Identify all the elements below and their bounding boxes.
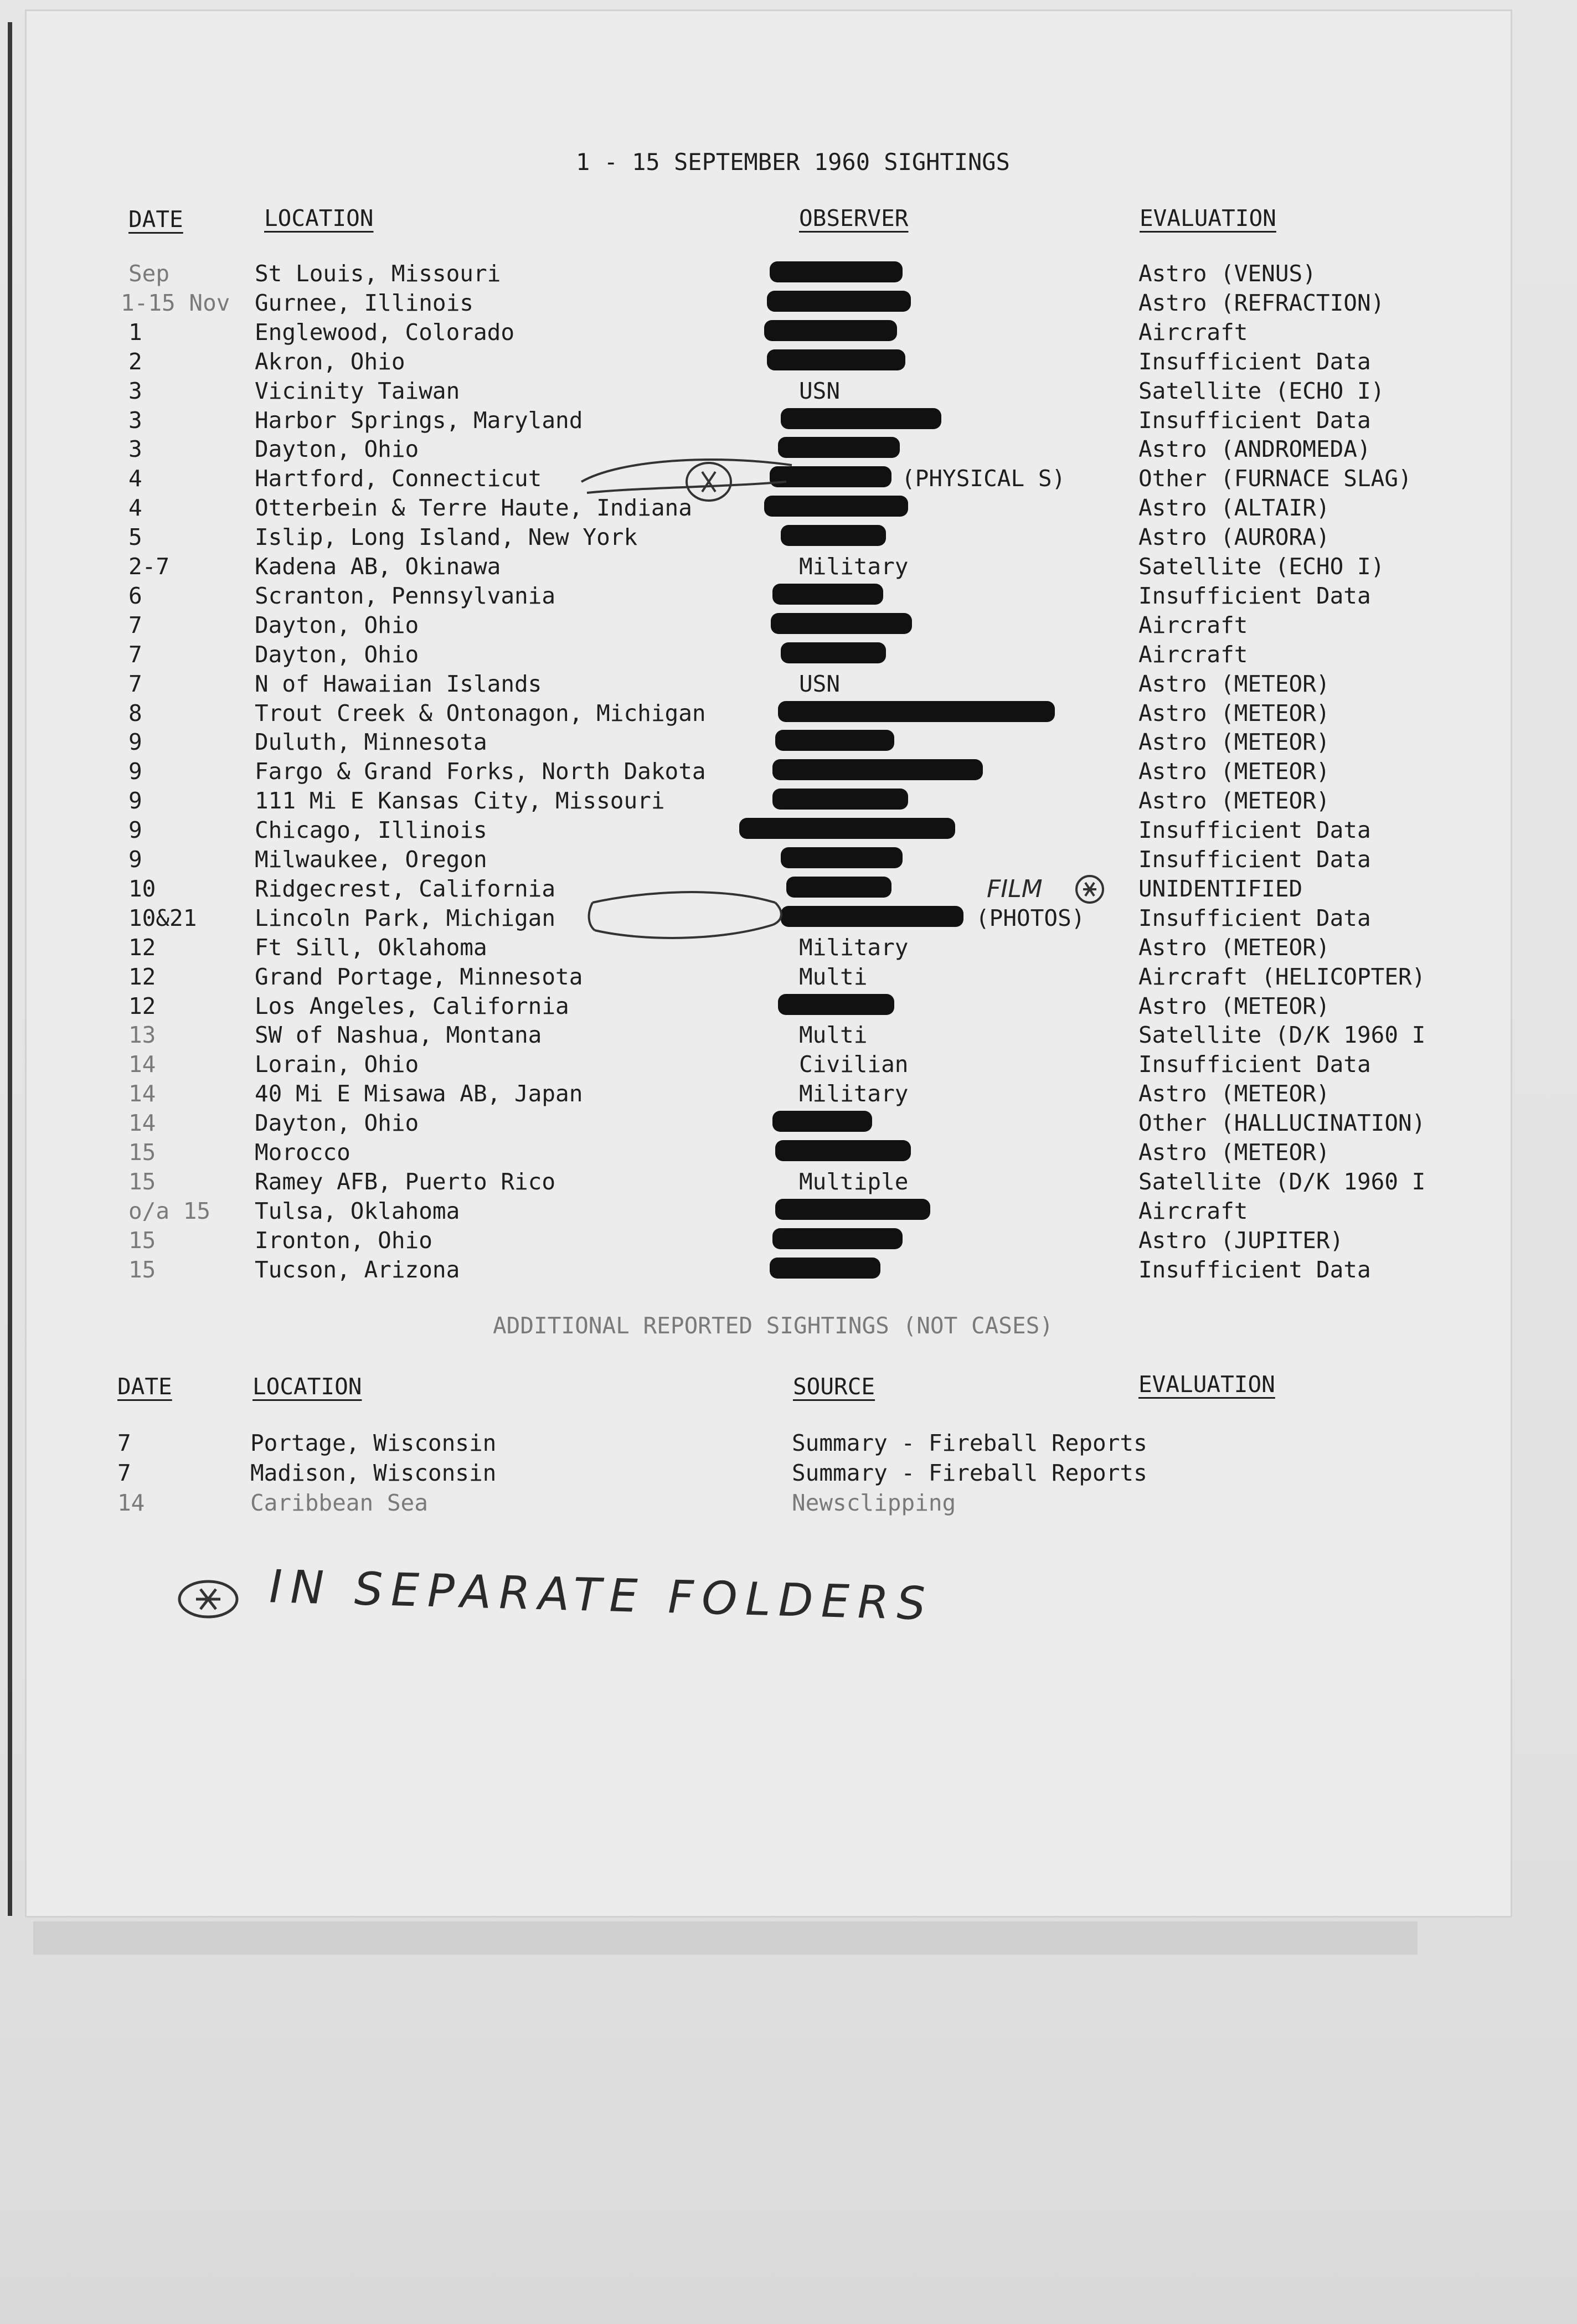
redaction-bar xyxy=(770,1258,880,1279)
handwritten-footer-note: IN SEPARATE FOLDERS xyxy=(269,1560,934,1631)
additional-date: 14 xyxy=(117,1490,145,1516)
sighting-location: Fargo & Grand Forks, North Dakota xyxy=(255,758,706,785)
sighting-evaluation: Insufficient Data xyxy=(1138,1256,1371,1283)
redaction-bar xyxy=(781,642,886,663)
redaction-bar xyxy=(771,613,912,634)
sighting-evaluation: Astro (VENUS) xyxy=(1138,260,1316,287)
sighting-location: St Louis, Missouri xyxy=(255,260,501,287)
sighting-date: 12 xyxy=(128,934,156,961)
sighting-evaluation: Satellite (D/K 1960 I xyxy=(1138,1022,1426,1048)
sighting-observer: (PHYSICAL S) xyxy=(901,465,1066,492)
page-edge-shadow xyxy=(8,22,12,1916)
sighting-location: Milwaukee, Oregon xyxy=(255,846,487,873)
sighting-date: 13 xyxy=(128,1022,156,1048)
sighting-evaluation: Astro (METEOR) xyxy=(1138,729,1330,755)
sighting-evaluation: Aircraft xyxy=(1138,641,1248,668)
sighting-location: Ramey AFB, Puerto Rico xyxy=(255,1168,556,1195)
sighting-evaluation: Insufficient Data xyxy=(1138,817,1371,843)
sighting-location: Akron, Ohio xyxy=(255,348,405,375)
sighting-date: 7 xyxy=(128,612,142,638)
sighting-location: Lorain, Ohio xyxy=(255,1051,419,1078)
sighting-observer: Military xyxy=(799,1080,909,1107)
additional-header-evaluation: EVALUATION xyxy=(1138,1371,1275,1398)
sighting-evaluation: Insufficient Data xyxy=(1138,407,1371,434)
sighting-evaluation: Astro (METEOR) xyxy=(1138,1139,1330,1166)
sighting-location: Tucson, Arizona xyxy=(255,1256,460,1283)
sighting-location: Lincoln Park, Michigan xyxy=(255,905,556,931)
additional-location: Caribbean Sea xyxy=(250,1490,428,1516)
sighting-date: 7 xyxy=(128,671,142,697)
sighting-evaluation: Other (HALLUCINATION) xyxy=(1138,1110,1426,1136)
sighting-date: 9 xyxy=(128,758,142,785)
sighting-date: 2 xyxy=(128,348,142,375)
sighting-date: 3 xyxy=(128,436,142,462)
sighting-observer: Military xyxy=(799,934,909,961)
sighting-date: 15 xyxy=(128,1168,156,1195)
sighting-location: Chicago, Illinois xyxy=(255,817,487,843)
sighting-date: 2-7 xyxy=(128,553,170,580)
sighting-date: 7 xyxy=(128,641,142,668)
redaction-bar xyxy=(775,730,894,751)
sighting-date: 9 xyxy=(128,817,142,843)
sighting-location: Dayton, Ohio xyxy=(255,612,419,638)
sighting-date: 5 xyxy=(128,524,142,550)
sighting-observer: USN xyxy=(799,671,841,697)
header-location: LOCATION xyxy=(264,205,374,231)
sighting-date: 4 xyxy=(128,494,142,521)
sighting-date: 6 xyxy=(128,583,142,609)
redaction-bar xyxy=(739,818,955,839)
redaction-bar xyxy=(781,525,886,546)
sighting-location: Los Angeles, California xyxy=(255,993,569,1019)
sighting-location: Gurnee, Illinois xyxy=(255,290,473,316)
lincoln-park-annotation-mark xyxy=(587,880,786,947)
sighting-observer: Multiple xyxy=(799,1168,909,1195)
sighting-date: 3 xyxy=(128,407,142,434)
sighting-location: Vicinity Taiwan xyxy=(255,378,460,404)
sighting-evaluation: Other (FURNACE SLAG) xyxy=(1138,465,1412,492)
sighting-evaluation: Aircraft xyxy=(1138,612,1248,638)
sighting-evaluation: Insufficient Data xyxy=(1138,583,1371,609)
redaction-bar xyxy=(786,877,891,898)
header-evaluation: EVALUATION xyxy=(1140,205,1276,231)
sighting-date: 12 xyxy=(128,963,156,990)
sighting-location: Trout Creek & Ontonagon, Michigan xyxy=(255,700,706,726)
sighting-location: Kadena AB, Okinawa xyxy=(255,553,501,580)
sighting-location: Islip, Long Island, New York xyxy=(255,524,638,550)
additional-source: Newsclipping xyxy=(792,1490,956,1516)
hartford-annotation-mark xyxy=(576,443,808,504)
sighting-location: SW of Nashua, Montana xyxy=(255,1022,542,1048)
sighting-observer: (PHOTOS) xyxy=(976,905,1085,931)
sighting-location: Otterbein & Terre Haute, Indiana xyxy=(255,494,692,521)
sighting-location: N of Hawaiian Islands xyxy=(255,671,542,697)
sighting-evaluation: Satellite (D/K 1960 I xyxy=(1138,1168,1426,1195)
sighting-location: Morocco xyxy=(255,1139,351,1166)
sighting-evaluation: Astro (METEOR) xyxy=(1138,671,1330,697)
sighting-evaluation: UNIDENTIFIED xyxy=(1138,875,1303,902)
additional-title: ADDITIONAL REPORTED SIGHTINGS (NOT CASES) xyxy=(493,1312,1054,1339)
redaction-bar xyxy=(770,261,903,282)
redaction-bar xyxy=(767,349,905,370)
sighting-evaluation: Aircraft xyxy=(1138,319,1248,346)
sighting-date: 9 xyxy=(128,787,142,814)
sighting-evaluation: Insufficient Data xyxy=(1138,348,1371,375)
sighting-date: 15 xyxy=(128,1139,156,1166)
sighting-location: Scranton, Pennsylvania xyxy=(255,583,556,609)
sighting-location: Ridgecrest, California xyxy=(255,875,556,902)
sighting-observer: Civilian xyxy=(799,1051,909,1078)
sighting-evaluation: Astro (JUPITER) xyxy=(1138,1227,1344,1254)
sighting-location: Ft Sill, Oklahoma xyxy=(255,934,487,961)
page-bottom-shadow xyxy=(33,1921,1418,1955)
sighting-evaluation: Astro (METEOR) xyxy=(1138,934,1330,961)
additional-date: 7 xyxy=(117,1430,131,1456)
sighting-location: Dayton, Ohio xyxy=(255,1110,419,1136)
sighting-location: Grand Portage, Minnesota xyxy=(255,963,583,990)
sighting-location: Dayton, Ohio xyxy=(255,436,419,462)
additional-source: Summary - Fireball Reports xyxy=(792,1430,1147,1456)
sighting-date: 1-15 Nov xyxy=(121,290,230,316)
additional-source: Summary - Fireball Reports xyxy=(792,1460,1147,1486)
sighting-evaluation: Astro (METEOR) xyxy=(1138,993,1330,1019)
sighting-date: 14 xyxy=(128,1080,156,1107)
additional-header-location: LOCATION xyxy=(252,1373,362,1400)
sighting-date: 15 xyxy=(128,1227,156,1254)
sighting-evaluation: Satellite (ECHO I) xyxy=(1138,378,1385,404)
redaction-bar xyxy=(781,408,941,429)
sighting-evaluation: Insufficient Data xyxy=(1138,905,1371,931)
sighting-evaluation: Satellite (ECHO I) xyxy=(1138,553,1385,580)
redaction-bar xyxy=(772,1111,872,1132)
redaction-bar xyxy=(778,701,1055,722)
sighting-date: 14 xyxy=(128,1110,156,1136)
sighting-date: 12 xyxy=(128,993,156,1019)
sighting-date: 3 xyxy=(128,378,142,404)
sighting-date: 9 xyxy=(128,846,142,873)
additional-date: 7 xyxy=(117,1460,131,1486)
redaction-bar xyxy=(775,1199,930,1220)
sighting-date: o/a 15 xyxy=(128,1198,211,1224)
redaction-bar xyxy=(764,320,897,341)
sighting-date: 1 xyxy=(128,319,142,346)
sighting-location: Tulsa, Oklahoma xyxy=(255,1198,460,1224)
additional-header-date: DATE xyxy=(117,1373,172,1400)
redaction-bar xyxy=(778,994,894,1015)
sighting-location: Englewood, Colorado xyxy=(255,319,514,346)
sighting-date: 15 xyxy=(128,1256,156,1283)
redaction-bar xyxy=(772,584,883,605)
additional-location: Portage, Wisconsin xyxy=(250,1430,497,1456)
sighting-date: 10 xyxy=(128,875,156,902)
film-note-star-icon xyxy=(1073,873,1106,906)
redaction-bar xyxy=(781,906,963,927)
sighting-date: 10&21 xyxy=(128,905,197,931)
sighting-location: 111 Mi E Kansas City, Missouri xyxy=(255,787,665,814)
handwritten-film-note: FILM xyxy=(987,875,1043,903)
additional-location: Madison, Wisconsin xyxy=(250,1460,497,1486)
sighting-evaluation: Astro (REFRACTION) xyxy=(1138,290,1385,316)
sighting-evaluation: Astro (ANDROMEDA) xyxy=(1138,436,1371,462)
sighting-evaluation: Astro (METEOR) xyxy=(1138,700,1330,726)
sighting-observer: USN xyxy=(799,378,841,404)
sighting-location: Ironton, Ohio xyxy=(255,1227,432,1254)
sighting-evaluation: Aircraft (HELICOPTER) xyxy=(1138,963,1426,990)
document-title: 1 - 15 SEPTEMBER 1960 SIGHTINGS xyxy=(576,148,1010,176)
sighting-date: Sep xyxy=(128,260,170,287)
sighting-location: Duluth, Minnesota xyxy=(255,729,487,755)
sighting-date: 8 xyxy=(128,700,142,726)
sighting-evaluation: Astro (ALTAIR) xyxy=(1138,494,1330,521)
redaction-bar xyxy=(772,759,983,780)
sighting-date: 14 xyxy=(128,1051,156,1078)
sighting-date: 9 xyxy=(128,729,142,755)
sighting-evaluation: Insufficient Data xyxy=(1138,846,1371,873)
sighting-evaluation: Astro (AURORA) xyxy=(1138,524,1330,550)
sighting-location: Hartford, Connecticut xyxy=(255,465,542,492)
sighting-location: 40 Mi E Misawa AB, Japan xyxy=(255,1080,583,1107)
sighting-observer: Multi xyxy=(799,963,868,990)
sighting-evaluation: Insufficient Data xyxy=(1138,1051,1371,1078)
sighting-location: Harbor Springs, Maryland xyxy=(255,407,583,434)
sighting-observer: Multi xyxy=(799,1022,868,1048)
footer-star-icon xyxy=(175,1577,241,1621)
sighting-evaluation: Aircraft xyxy=(1138,1198,1248,1224)
redaction-bar xyxy=(781,847,903,868)
sighting-date: 4 xyxy=(128,465,142,492)
redaction-bar xyxy=(772,789,908,810)
sighting-location: Dayton, Ohio xyxy=(255,641,419,668)
sighting-evaluation: Astro (METEOR) xyxy=(1138,758,1330,785)
sighting-evaluation: Astro (METEOR) xyxy=(1138,1080,1330,1107)
redaction-bar xyxy=(775,1140,911,1161)
header-date: DATE xyxy=(128,206,183,233)
redaction-bar xyxy=(767,291,911,312)
header-observer: OBSERVER xyxy=(799,205,909,231)
additional-header-source: SOURCE xyxy=(793,1373,875,1400)
sighting-evaluation: Astro (METEOR) xyxy=(1138,787,1330,814)
sighting-observer: Military xyxy=(799,553,909,580)
redaction-bar xyxy=(772,1228,903,1249)
